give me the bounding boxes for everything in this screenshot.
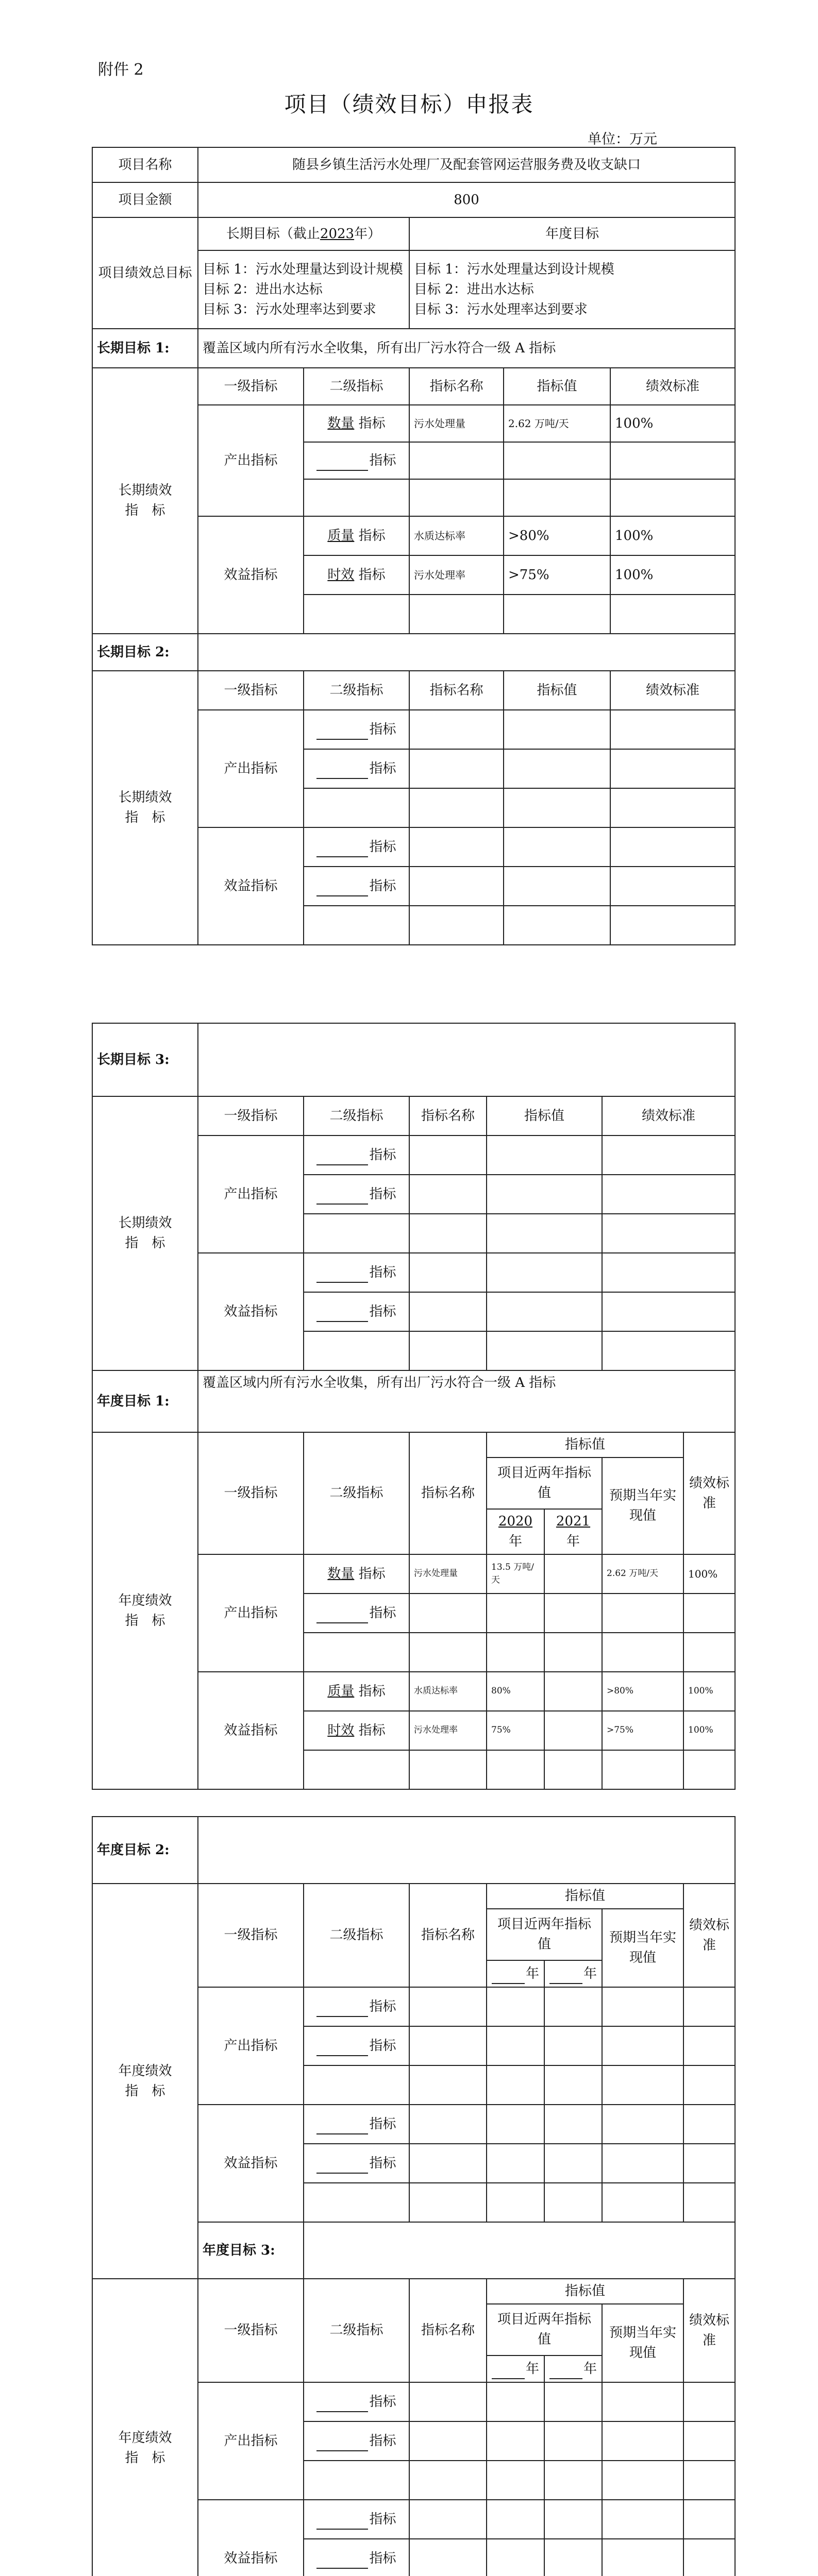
yr3-h-value: 指标值 — [487, 2279, 683, 2304]
yr1-expected-q: >80% — [602, 1672, 683, 1711]
yr1-sub-q: 质量 指标 — [304, 1672, 409, 1711]
lt2-label: 长期目标 2: — [92, 634, 198, 671]
page-title: 项目（绩效目标）申报表 — [284, 92, 534, 117]
lt1-sub-q: 质量 指标 — [304, 516, 409, 555]
yr3-h-recent: 项目近两年指标值 — [487, 2304, 602, 2355]
yr2-label: 年度目标 2: — [92, 1817, 198, 1884]
yr2-h-value: 指标值 — [487, 1884, 683, 1909]
longterm-prefix: 长期目标（截止 — [226, 226, 320, 242]
lt2-h-level2: 二级指标 — [304, 671, 409, 710]
unit-label: 单位：万元 — [588, 131, 657, 147]
lt3-h-name: 指标名称 — [409, 1096, 487, 1136]
lt1-value-t: >75% — [504, 555, 610, 595]
yr1-text: 覆盖区域内所有污水全收集，所有出厂污水符合一级 A 指标 — [198, 1370, 735, 1432]
yr1-h-year2: 2021 年 — [544, 1509, 602, 1554]
annual-goal-1: 目标 1：污水处理量达到设计规模 — [414, 261, 614, 277]
yr1-h-value: 指标值 — [487, 1432, 683, 1458]
yr2-h-recent: 项目近两年指标值 — [487, 1909, 602, 1960]
longterm-goal-3: 目标 3：污水处理率达到要求 — [203, 301, 376, 317]
yr1-name-1: 污水处理量 — [409, 1554, 487, 1594]
table-header-longterm: 项目名称 随县乡镇生活污水处理厂及配套管网运营服务费及收支缺口 项目金额 800 项目绩效总目标 长期目标（截止2023年） 年度目标 目标 1：污水处理量达到设计规模 目标 2：进出水达标 目标 3：污水处理率达到要求 目标 1：污水处理量达到设计规模 目标 2：进出水达标 目标 3：污水处理率达到要求 长期目标 1: 覆盖区域内所有污水全收集，所有出厂污水符合一级 A 指标 长期绩效 指 标 一级指标 二级指标 指标名称 指标值 绩效标准 产出指标 数量 指标 污水处理量 2.62 万吨/天 100% 指标 效益指标 质量 指标 水质达标率 >80% 100% 时效 指标 污水处理率 >75% 100% 长期目标 2: 长期绩效 指 标 一级指标 二级指标 指标名称 指标值 绩效标准 产出指标 指标 指标 效益指标 指标 指标 — [92, 147, 736, 945]
lt1-sub-2: 指标 — [304, 442, 409, 479]
lt1-h-name: 指标名称 — [409, 368, 504, 405]
lt1-name-t: 污水处理率 — [409, 555, 504, 595]
yr1-h-level1: 一级指标 — [198, 1432, 304, 1554]
yr1-expected-1: 2.62 万吨/天 — [602, 1554, 683, 1594]
lt1-std-1: 100% — [610, 405, 735, 442]
yr2-h-name: 指标名称 — [409, 1884, 487, 1987]
lt2-perf-label: 长期绩效 指 标 — [92, 671, 198, 945]
yr1-h-expected: 预期当年实现值 — [602, 1458, 683, 1554]
yr1-std-q: 100% — [683, 1672, 735, 1711]
lt1-h-level1: 一级指标 — [198, 368, 304, 405]
yr2-h-level1: 一级指标 — [198, 1884, 304, 1987]
yr2-output-label: 产出指标 — [198, 1987, 304, 2105]
lt3-h-level1: 一级指标 — [198, 1096, 304, 1136]
longterm-year: 2023 — [320, 226, 355, 242]
lt2-benefit-label: 效益指标 — [198, 827, 304, 945]
yr1-std-1: 100% — [683, 1554, 735, 1594]
yr1-h-name: 指标名称 — [409, 1432, 487, 1554]
yr3-output-label: 产出指标 — [198, 2382, 304, 2500]
lt1-text: 覆盖区域内所有污水全收集，所有出厂污水符合一级 A 指标 — [198, 329, 735, 368]
attachment-label: 附件 2 — [98, 61, 144, 79]
lt1-sub-t: 时效 指标 — [304, 555, 409, 595]
yr1-v2-1 — [544, 1554, 602, 1594]
lt1-value-q: >80% — [504, 516, 610, 555]
annual-goals-cell — [409, 250, 735, 329]
lt3-h-level2: 二级指标 — [304, 1096, 409, 1136]
yr1-name-t: 污水处理率 — [409, 1711, 487, 1750]
yr3-perf-label: 年度绩效 指 标 — [92, 2279, 198, 2576]
yr1-v1-t: 75% — [487, 1711, 544, 1750]
yr2-benefit-label: 效益指标 — [198, 2105, 304, 2222]
lt2-output-label: 产出指标 — [198, 710, 304, 827]
yr1-sub-1: 数量 指标 — [304, 1554, 409, 1594]
lt2-h-std: 绩效标准 — [610, 671, 735, 710]
yr3-benefit-label: 效益指标 — [198, 2500, 304, 2576]
yr1-v2-q — [544, 1672, 602, 1711]
yr1-expected-t: >75% — [602, 1711, 683, 1750]
longterm-suffix: 年） — [354, 226, 381, 242]
yr1-h-year1: 2020 年 — [487, 1509, 544, 1554]
yr1-name-q: 水质达标率 — [409, 1672, 487, 1711]
lt1-benefit-label: 效益指标 — [198, 516, 304, 634]
yr3-h-std: 绩效标准 — [683, 2279, 735, 2382]
table-lt3-yr1: 长期目标 3: 长期绩效 指 标 一级指标 二级指标 指标名称 指标值 绩效标准 产出指标 指标 指标 效益指标 指标 指标 年度目标 1: 覆盖区域内所有污水全收集，所有出厂污水符合一级 A 指标 年度绩效 指 标 一级指标 二级指标 指标名称 指标值 绩效标准 项目近两年指标值 预期当年实现值 2020 年 2021 年 产出指标 数量 指标 污水处理量 13.5 万吨/天 2.62 万吨/天 100% 指标 效益指标 质量 指标 水质达标率 80% >80% 100% 时效 指标 污水处理率 75% >75% 100% — [92, 1023, 736, 1790]
yr3-h-name: 指标名称 — [409, 2279, 487, 2382]
lt2-h-value: 指标值 — [504, 671, 610, 710]
yr2-perf-label: 年度绩效 指 标 — [92, 1884, 198, 2279]
lt1-h-value: 指标值 — [504, 368, 610, 405]
yr1-h-std: 绩效标准 — [683, 1432, 735, 1554]
yr3-label: 年度目标 3: — [198, 2222, 304, 2279]
lt1-name-q: 水质达标率 — [409, 516, 504, 555]
lt1-h-level2: 二级指标 — [304, 368, 409, 405]
lt1-output-label: 产出指标 — [198, 405, 304, 516]
amount-label: 项目金额 — [92, 182, 198, 217]
yr2-h-std: 绩效标准 — [683, 1884, 735, 1987]
lt3-h-std: 绩效标准 — [602, 1096, 735, 1136]
lt2-h-level1: 一级指标 — [198, 671, 304, 710]
lt3-perf-label: 长期绩效 指 标 — [92, 1096, 198, 1370]
yr3-h-level1: 一级指标 — [198, 2279, 304, 2382]
lt3-label: 长期目标 3: — [92, 1023, 198, 1096]
lt1-name-1: 污水处理量 — [409, 405, 504, 442]
yr1-benefit-label: 效益指标 — [198, 1672, 304, 1789]
yr1-label: 年度目标 1: — [92, 1370, 198, 1432]
yr2-h-expected: 预期当年实现值 — [602, 1909, 683, 1987]
lt1-label: 长期目标 1: — [92, 329, 198, 368]
yr3-h-expected: 预期当年实现值 — [602, 2304, 683, 2382]
yr1-h-recent: 项目近两年指标值 — [487, 1458, 602, 1509]
lt3-benefit-label: 效益指标 — [198, 1253, 304, 1370]
yr1-v2-t — [544, 1711, 602, 1750]
yr1-v1-1: 13.5 万吨/天 — [487, 1554, 544, 1594]
yr3-h-level2: 二级指标 — [304, 2279, 409, 2382]
project-name-value: 随县乡镇生活污水处理厂及配套管网运营服务费及收支缺口 — [198, 147, 735, 182]
lt1-std-t: 100% — [610, 555, 735, 595]
longterm-goals-cell — [198, 250, 409, 329]
lt3-h-value: 指标值 — [487, 1096, 602, 1136]
annual-goal-header: 年度目标 — [409, 217, 735, 250]
yr1-std-t: 100% — [683, 1711, 735, 1750]
longterm-goal-header — [198, 217, 409, 250]
lt1-std-q: 100% — [610, 516, 735, 555]
yr1-sub-t: 时效 指标 — [304, 1711, 409, 1750]
yr2-h-level2: 二级指标 — [304, 1884, 409, 1987]
yr1-h-level2: 二级指标 — [304, 1432, 409, 1554]
lt1-sub-1: 数量 指标 — [304, 405, 409, 442]
overall-goal-label: 项目绩效总目标 — [92, 217, 198, 329]
lt1-perf-label: 长期绩效 指 标 — [92, 368, 198, 634]
yr1-v1-q: 80% — [487, 1672, 544, 1711]
longterm-goal-1: 目标 1：污水处理量达到设计规模 — [203, 261, 403, 277]
yr1-perf-label: 年度绩效 指 标 — [92, 1432, 198, 1789]
lt1-h-std: 绩效标准 — [610, 368, 735, 405]
annual-goal-2: 目标 2：进出水达标 — [414, 281, 534, 297]
project-name-label: 项目名称 — [92, 147, 198, 182]
lt1-value-1: 2.62 万吨/天 — [504, 405, 610, 442]
table-yr2-yr3: 年度目标 2: 年度绩效 指 标 一级指标 二级指标 指标名称 指标值 绩效标准 项目近两年指标值 预期当年实现值 年 年 产出指标 指标 指标 效益指标 指标 指标 年度目标 3: 年度绩效 指 标 一级指标 二级指标 指标名称 指标值 绩效标准 项目近两年指标值 预期当年实现值 年 年 产出指标 指标 指标 效益指标 指标 指标 — [92, 1816, 736, 2576]
yr1-output-label: 产出指标 — [198, 1554, 304, 1672]
longterm-goal-2: 目标 2：进出水达标 — [203, 281, 323, 297]
lt3-output-label: 产出指标 — [198, 1136, 304, 1253]
lt2-h-name: 指标名称 — [409, 671, 504, 710]
annual-goal-3: 目标 3：污水处理率达到要求 — [414, 301, 588, 317]
amount-value: 800 — [198, 182, 735, 217]
